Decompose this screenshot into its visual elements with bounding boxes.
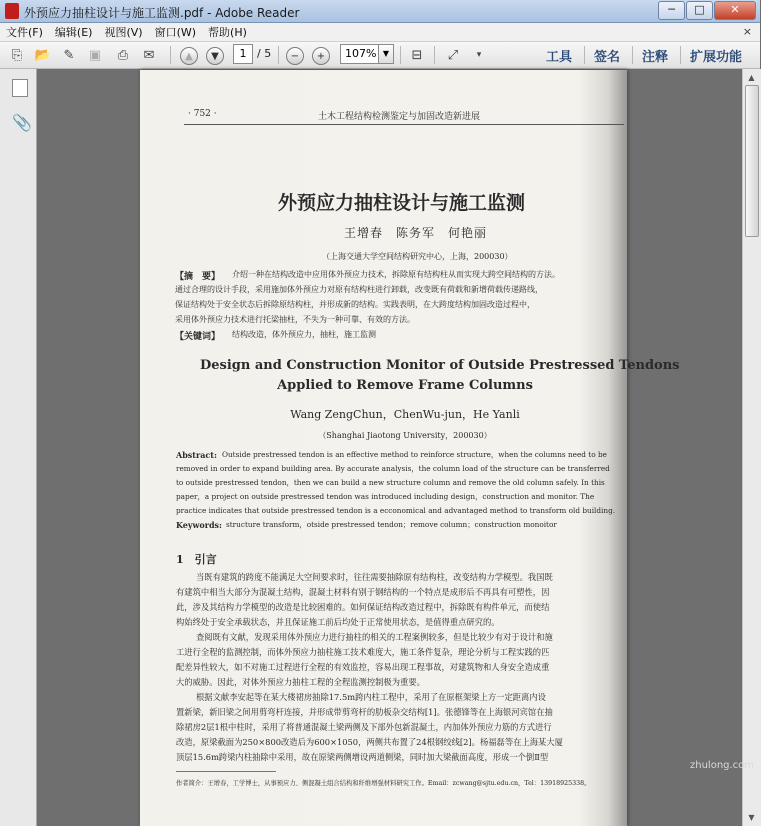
title-en-line-1: Design and Construction Monitor of Outside Prestressed Tendons — [200, 358, 680, 373]
affiliation-cn: （上海交通大学空间结构研究中心，上海，200030） — [322, 252, 513, 261]
menu-window[interactable]: 窗口(W) — [154, 26, 197, 39]
page-number: · 752 · — [188, 109, 217, 119]
extend-button[interactable]: 扩展功能 — [690, 50, 743, 65]
body-line: 配差异性较大，如不对施工过程进行全程的有效监控，容易出现工程事故，对建筑物和人身安全造成重 — [176, 662, 550, 672]
body-line: 根据文献李安起等在某大楼裙房抽除17.5m跨内柱工程中，采用了在原框架梁上方一定距离内设 — [196, 692, 546, 702]
abstract-en-line: Outside prestressed tendon is an effective method to reinforce structure，when the columns need to be — [222, 450, 607, 459]
scroll-down-icon[interactable]: ▼ — [748, 813, 755, 822]
abstract-cn-line: 采用体外预应力技术进行托梁抽柱，不失为一种可靠、有效的方法。 — [175, 315, 415, 324]
title-cn: 外预应力抽柱设计与施工监测 — [278, 192, 526, 214]
keywords-en-label: Keywords: — [176, 520, 223, 530]
close-document-button[interactable]: × — [742, 25, 752, 38]
close-window-button[interactable]: ✕ — [714, 1, 756, 20]
abstract-cn-line: 保证结构处于安全状态后拆除原结构柱，并形成新的结构。实践表明，在大跨度结构加固改造过程中， — [175, 300, 535, 309]
attachments-icon[interactable]: 📎 — [12, 113, 32, 132]
window-controls — [658, 1, 756, 20]
header-rule — [184, 124, 624, 125]
page-thumbnails-icon[interactable] — [12, 79, 28, 97]
zoom-out-icon[interactable]: − — [286, 47, 304, 65]
abstract-en-line: practice indicates that outside prestressed tendon is a ecconomical and advantaged method to transform old building. — [176, 506, 616, 515]
title-en-line-2: Applied to Remove Frame Columns — [277, 378, 533, 393]
email-icon[interactable]: ✉ — [143, 47, 155, 63]
create-pdf-icon[interactable]: ⎘ — [11, 47, 23, 63]
abstract-cn-label: 【摘 要】 — [175, 272, 221, 282]
edit-icon[interactable]: ✎ — [63, 47, 75, 63]
body-line: 大的威胁。因此，对体外预应力抽柱工程的全程监测控制极为重要。 — [176, 677, 425, 687]
navigation-panel — [0, 69, 37, 826]
body-line: 此，涉及其结构力学模型的改造是比较困难的。如何保证结构改造过程中，拆除既有构件单元，而使结 — [176, 602, 550, 612]
section-heading: 1 引言 — [176, 553, 217, 566]
abstract-cn-line: 通过合理的设计手段，采用施加体外预应力对原有结构柱进行卸载，改变既有荷载和新增荷载传递路线， — [175, 285, 543, 294]
body-line: 工进行全程的监测控制，而体外预应力抽柱施工技术难度大，施工条件复杂，理论分析与工程实践的匹 — [176, 647, 550, 657]
comment-button[interactable]: 注释 — [642, 50, 669, 65]
body-line: 置新梁，新旧梁之间用剪弯杆连接，并形成带剪弯杆的肋板杂交结构[1]。张德锋等在上海银河宾馆在抽 — [176, 707, 553, 717]
zoom-in-icon[interactable]: + — [312, 47, 330, 65]
zoom-input[interactable]: 107% — [340, 44, 380, 64]
page-total-label: / 5 — [257, 47, 272, 60]
print-icon[interactable]: ⎙ — [117, 47, 129, 63]
body-line: 构始终处于安全承载状态，并且保证施工前后均处于正常使用状态，是值得重点研究的。 — [176, 617, 500, 627]
affiliation-en: （Shanghai Jiaotong University，200030） — [318, 431, 492, 440]
authors-cn: 王增春 陈务军 何艳丽 — [344, 226, 488, 240]
abstract-cn-line: 介绍一种在结构改造中应用体外预应力技术，拆除原有结构柱从而实现大跨空间结构的方法。 — [232, 270, 560, 279]
vertical-scrollbar[interactable] — [742, 69, 761, 826]
zoom-dropdown-icon[interactable]: ▼ — [378, 44, 394, 64]
menu-view[interactable]: 视图(V) — [104, 26, 143, 39]
body-line: 查阅既有文献，发现采用体外预应力进行抽柱的相关的工程案例较多，但是比较少有对于设计和施 — [196, 632, 553, 642]
minimize-button[interactable]: ─ — [658, 1, 685, 20]
abstract-en-line: paper，a project on outside prestressed tendon was introduced including design，construction and monitor. The — [176, 492, 595, 501]
menu-help[interactable]: 帮助(H) — [208, 26, 247, 39]
pdf-page — [140, 70, 680, 826]
menu-bar — [0, 23, 760, 42]
toolbar-more-icon[interactable]: ▾ — [476, 50, 482, 60]
keywords-cn-label: 【关键词】 — [175, 332, 221, 342]
next-page-icon[interactable]: ▼ — [206, 47, 224, 65]
sign-button[interactable]: 签名 — [594, 50, 621, 65]
document-viewer[interactable] — [37, 69, 741, 826]
full-screen-icon[interactable]: ⤢ — [447, 47, 459, 63]
body-line: 顶层15.6m跨梁内柱抽除中采用，故在原梁两侧增设两道侧梁，同时加大梁截面高度，形成一个倒Ⅱ型 — [176, 752, 549, 762]
page-number-input[interactable]: 1 — [233, 44, 253, 64]
running-head: 土木工程结构检测鉴定与加固改造新进展 — [318, 112, 481, 122]
adobe-reader-icon — [5, 3, 19, 19]
menu-edit[interactable]: 编辑(E) — [54, 26, 93, 39]
abstract-en-line: to outside prestressed tendon，then we can build a new structure column and remove the old column safely. In this — [176, 478, 605, 487]
save-icon[interactable]: ▣ — [88, 47, 102, 63]
menu-file[interactable]: 文件(F) — [6, 26, 43, 39]
body-line: 改造，原梁截面为250×800改造后为600×1050，两侧共布置了24根钢绞线[2]。杨福磊等在上海某大厦 — [176, 737, 563, 747]
footnote-rule — [176, 771, 276, 772]
open-file-icon[interactable]: 📂 — [34, 47, 52, 63]
tools-button[interactable]: 工具 — [546, 50, 573, 65]
window-titlebar — [0, 0, 760, 23]
maximize-button[interactable]: □ — [686, 1, 713, 20]
keywords-cn: 结构改造，体外预应力，抽柱，施工监测 — [232, 330, 376, 339]
abstract-en-label: Abstract: — [176, 450, 217, 460]
scrollbar-thumb[interactable] — [745, 85, 759, 237]
body-line: 当既有建筑的跨度不能满足大空间要求时，往往需要抽除原有结构柱，改变结构力学模型。我国既 — [196, 572, 553, 582]
body-line: 除裙房2层1根中柱时，采用了将普通混凝土梁两侧及下部外包新混凝土，内加体外预应力筋的方式进行 — [176, 722, 552, 732]
scroll-up-icon[interactable]: ▲ — [748, 73, 755, 82]
keywords-en: structure transform，otside prestressed tendon；remove column；construction monoitor — [226, 520, 557, 529]
body-line: 有建筑中相当大部分为混凝土结构，混凝土材料有别于钢结构的一个特点是成形后不再具有可塑性，因 — [176, 587, 550, 597]
abstract-en-line: removed in order to expand building area. By accurate analysis，the column load of the structure can be transferred — [176, 464, 610, 473]
previous-page-icon[interactable]: ▲ — [180, 47, 198, 65]
window-title: 外预应力抽柱设计与施工监测.pdf - Adobe Reader — [24, 6, 300, 20]
fit-page-icon[interactable]: ⊟ — [411, 47, 423, 63]
authors-en: Wang ZengChun，ChenWu-jun，He Yanli — [290, 408, 520, 421]
footnote: 作者简介：王增春，工学博士，从事预应力、侧混凝土组合结构和纤维增强材料研究工作。Email：zcwang@sjtu.edu.cn，Tel：13918925338。 — [176, 780, 591, 787]
watermark: zhulong.com — [690, 760, 755, 771]
